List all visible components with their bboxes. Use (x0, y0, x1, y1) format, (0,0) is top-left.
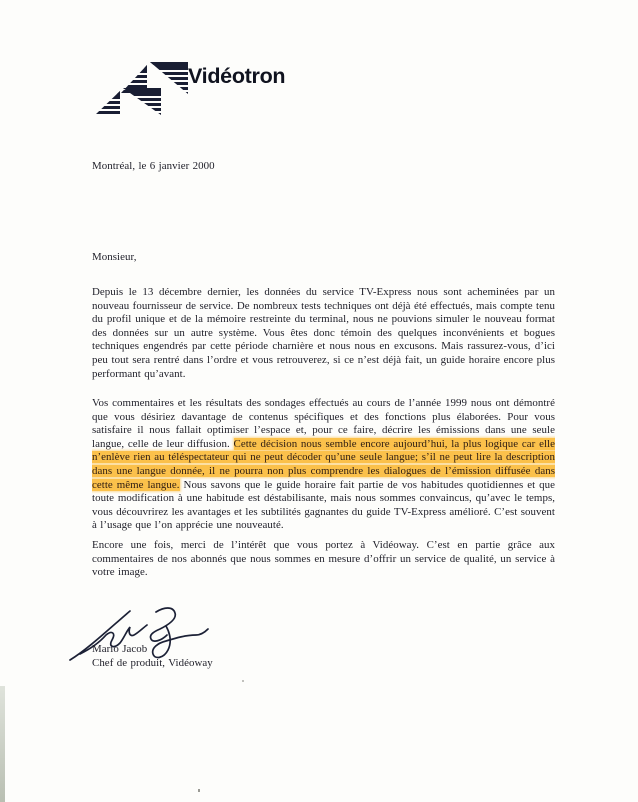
signatory-name: Mario Jacob (92, 643, 148, 655)
paragraph-2 (92, 397, 555, 533)
date-line: Montréal, le 6 janvier 2000 (92, 160, 215, 172)
signatory-title: Chef de produit, Vidéoway (92, 657, 213, 669)
videotron-logo-mark-icon (95, 60, 191, 116)
logo-triangle-bottom-small (95, 91, 120, 115)
paragraph-2-after-highlight: Nous savons que le guide horaire fait partie de vos habitudes quotidiennes et que toute modification à une habitude est déstabilisante, mais nous sommes convaincus, qu’avec le temps, vous découvrirez les avantages et les subtilités gagnantes du guide TV-Express amélioré. C’est souvent à l’usage que l’on apprécie une nouveauté. (92, 478, 556, 532)
brand-wordmark: Vidéotron (188, 64, 286, 88)
salutation: Monsieur, (92, 251, 137, 263)
paragraph-3-text: Encore une fois, merci de l’intérêt que vous portez à Vidéoway. C’est en partie grâce aux commentaires de nos abonnés que nous sommes en mesure d’offrir un service de qualité, un service à votre image. (92, 539, 555, 579)
highlighted-passage: Cette décision nous semble encore aujourd’hui, la plus logique car elle n’enlève rien au téléspectateur qui ne peut décoder qu’une seule langue; s’il ne peut lire la description dans une langue donnée, il ne pourra non plus comprendre les dialogues de l’émission diffusée dans cette même langue. (92, 437, 555, 491)
dust-speck (242, 680, 244, 682)
scan-edge-artifact (0, 686, 5, 802)
paragraph-3 (92, 539, 555, 580)
videotron-logo (95, 60, 395, 116)
dust-speck (198, 789, 200, 792)
paragraph-1-text: Depuis le 13 décembre dernier, les données du service TV-Express nous sont acheminées par un nouveau fournisseur de service. De nombreux tests techniques ont déjà été effectués, mais compte tenu du profil unique et de la mémoire restreinte du terminal, nous ne pouvions simuler le nouveau format des données sur un autre système. Vous êtes donc témoin des quelques inconvénients et bogues techniques engendrés par cette période charnière et nous nous en excusons. Mais rassurez-vous, d’ici peu tout sera rentré dans l’ordre et vous retrouverez, si ce n’est déjà fait, un guide horaire encore plus performant qu’avant. (92, 286, 555, 380)
paragraph-2-before-highlight: Vos commentaires et les résultats des sondages effectués au cours de l’année 1999 nous ont démontré que vous désiriez davantage de contenus spécifiques et des fonctions plus élaborées. Pour vous satisfaire il nous fallait optimiser l’espace et, pour ce faire, décrire les émissions dans une seule langue, celle de leur diffusion. (92, 397, 555, 450)
paragraph-1 (92, 286, 555, 381)
